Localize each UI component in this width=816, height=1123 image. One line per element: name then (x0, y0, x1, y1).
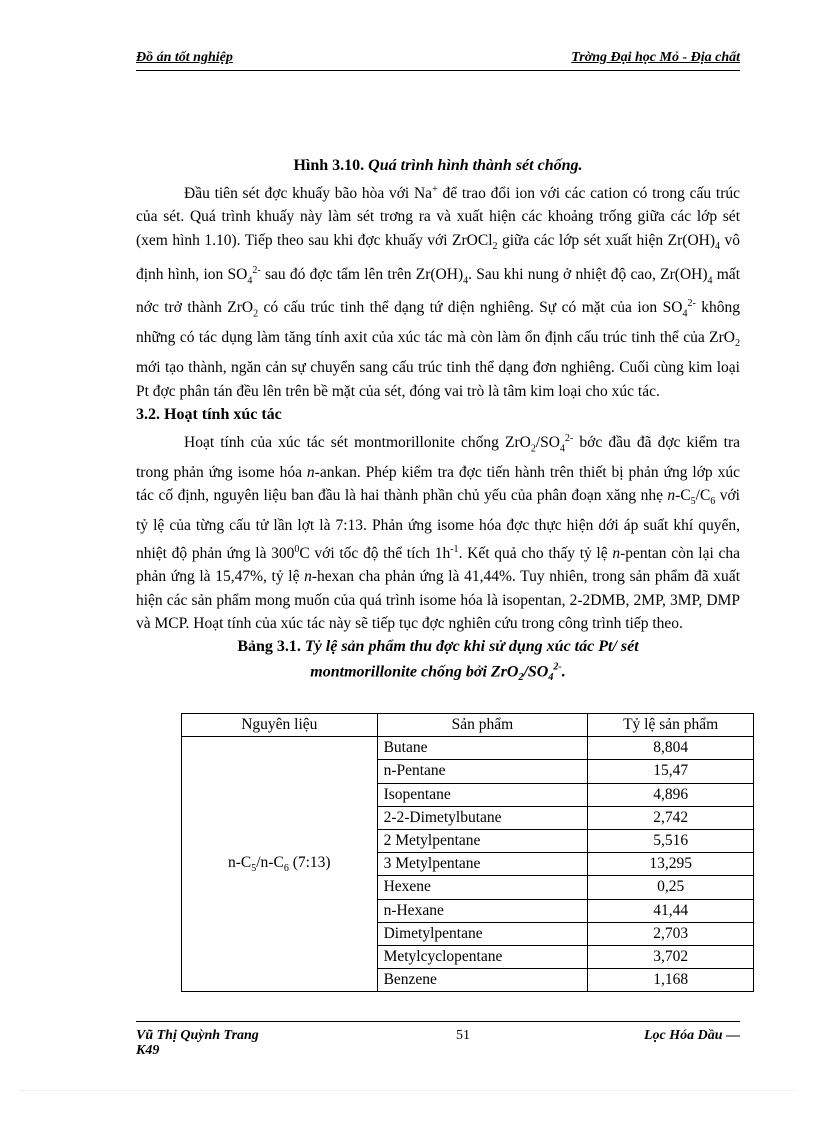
header-feed: Nguyên liệu (182, 714, 378, 737)
ratio-cell: 5,516 (588, 829, 754, 852)
product-cell: Metylcyclopentane (377, 945, 588, 968)
section-heading: 3.2. Hoạt tính xúc tác (136, 406, 282, 424)
ratio-cell: 0,25 (588, 876, 754, 899)
product-cell: 2 Metylpentane (377, 829, 588, 852)
bottom-dotted-line (20, 1090, 796, 1091)
ratio-cell: 2,703 (588, 922, 754, 945)
page-number: 51 (456, 1028, 470, 1043)
product-cell: 2-2-Dimetylbutane (377, 806, 588, 829)
paragraph-2: Hoạt tính của xúc tác sét montmorillonite chống $ZrO_2/SO_4^{2-}$ bớc đầu đã đợc kiểm tra trong phản ứng isome hóa n-ankan. Phép kiểm tra đợc tiến hành trên thiết bị phản ứng lớp xúc tác cố định, nguyên liệu ban đầu là hai thành phần chủ yếu của phân đoạn xăng nhẹ $n-C_5/C_6$ với tỷ lệ của từng cấu tử lần lợt là 7:13. Phản ứng isome hóa đợc thực hiện dới áp suất khí quyển, nhiệt độ phản ứng là $300^0C$ với tốc độ thể tích $1h^{-1}$. Kết quả cho thấy tỷ lệ n-pentan còn lại cha phản ứng là 15,47%, tỷ lệ n-hexan cha phản ứng là 41,44%. Tuy nhiên, trong sản phẩm đã xuất hiện các sản phẩm mong muốn của quá trình isome hóa là isopentan, 2-2DMB, 2MP, 3MP, DMP và MCP. Hoạt tính của xúc tác này sẽ tiếp tục đợc nghiên cứu trong công trình tiếp theo. (136, 432, 741, 633)
product-table (181, 713, 754, 992)
ratio-cell: 41,44 (588, 899, 754, 922)
main-content (136, 154, 740, 689)
header-ratio: Tỷ lệ sản phẩm (588, 714, 754, 737)
product-cell: Dimetylpentane (377, 922, 588, 945)
footer-author: Vũ Thị Quỳnh Trang K49 (136, 1028, 259, 1058)
header-left: Đồ án tốt nghiệp (136, 50, 233, 65)
header-product: Sản phẩm (377, 714, 588, 737)
ratio-cell: 3,702 (588, 945, 754, 968)
product-cell: Isopentane (377, 783, 588, 806)
page-header (136, 48, 740, 71)
header-right: Trờng Đại học Mỏ - Địa chất (571, 50, 740, 65)
product-cell: n-Pentane (377, 760, 588, 783)
ratio-cell: 4,896 (588, 783, 754, 806)
footer-right: Lọc Hóa Dầu — (643, 1028, 740, 1043)
ratio-cell: 13,295 (588, 853, 754, 876)
table-caption: Bảng 3.1. Tỷ lệ sản phẩm thu đợc khi sử dụng xúc tác Pt/ sét montmorillonite chống bởi $ZrO_2/SO_4^{2-}$. (237, 638, 639, 684)
figure-caption: Hình 3.10. Quá trình hình thành sét chống. (293, 157, 583, 174)
table-row (182, 737, 754, 760)
ratio-cell: 8,804 (588, 737, 754, 760)
ratio-cell: 15,47 (588, 760, 754, 783)
feed-cell: $n-C_5/n-C_6$ (7:13) (182, 737, 378, 992)
product-cell: Benzene (377, 969, 588, 992)
paragraph-1: Đầu tiên sét đợc khuấy bão hòa với Na+ để trao đổi ion với các cation có trong cấu trúc của sét. Quá trình khuấy này làm sét trơng ra và xuất hiện các khoảng trống giữa các lớp sét (xem hình 1.10). Tiếp theo sau khi đợc khuấy với ZrOCl$_2$ giữa các lớp sét xuất hiện $Zr(OH)_4$ vô định hình, ion $SO_4^{2-}$ sau đó đợc tẩm lên trên $Zr(OH)_4$. Sau khi nung ở nhiệt độ cao, $Zr(OH)_4$ mất nớc trở thành ZrO$_2$ có cấu trúc tinh thể dạng tứ diện nghiêng. Sự có mặt của ion $SO_4^{2-}$ không những có tác dụng làm tăng tính axit của xúc tác mà còn làm ổn định cấu trúc tinh thể của ZrO$_2$ mới tạo thành, ngăn cản sự chuyển sang cấu trúc tinh thể dạng đơn nghiêng. Cuối cùng kim loại Pt đợc phân tán đều lên trên bề mặt của sét, đóng vai trò là tâm kim loại cho xúc tác. (136, 183, 740, 400)
table-header-row (182, 714, 754, 737)
ratio-cell: 1,168 (588, 969, 754, 992)
product-cell: 3 Metylpentane (377, 853, 588, 876)
product-cell: n-Hexane (377, 899, 588, 922)
page-footer (136, 1021, 740, 1058)
ratio-cell: 2,742 (588, 806, 754, 829)
product-cell: Hexene (377, 876, 588, 899)
product-cell: Butane (377, 737, 588, 760)
